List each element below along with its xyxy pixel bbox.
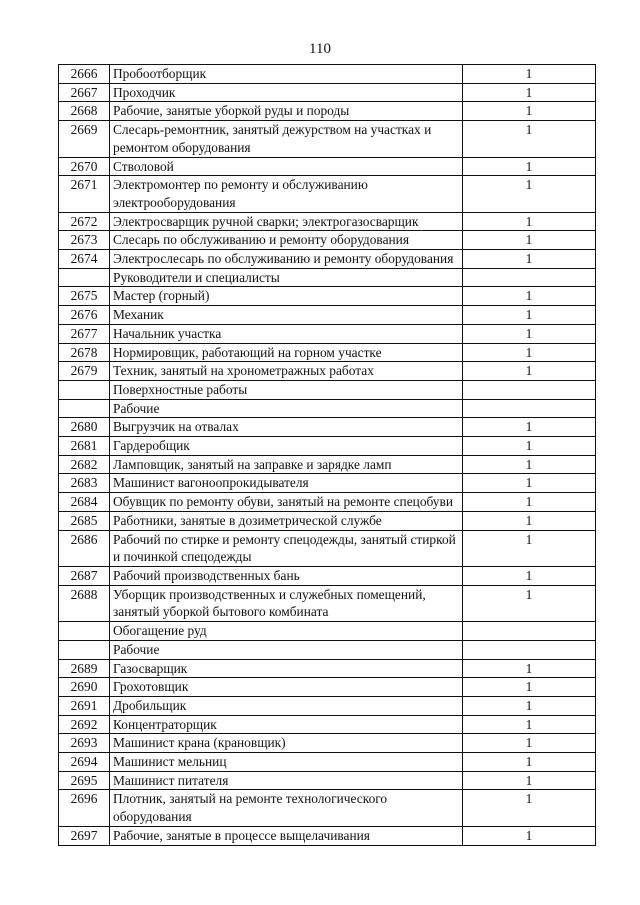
row-value: 1 (463, 157, 596, 176)
row-title: Руководители и специалисты (110, 268, 463, 287)
row-title: Механик (110, 306, 463, 325)
row-number: 2696 (59, 790, 110, 826)
row-number: 2680 (59, 418, 110, 437)
row-title: Техник, занятый на хронометражных работах (110, 362, 463, 381)
row-value: 1 (463, 659, 596, 678)
row-value: 1 (463, 585, 596, 621)
row-value (463, 640, 596, 659)
row-value: 1 (463, 65, 596, 84)
table-row (59, 566, 596, 585)
row-title: Электрослесарь по обслуживанию и ремонту оборудования (110, 250, 463, 269)
row-value: 1 (463, 511, 596, 530)
row-number: 2677 (59, 324, 110, 343)
table-row (59, 734, 596, 753)
row-value: 1 (463, 418, 596, 437)
row-number (59, 268, 110, 287)
table-row (59, 455, 596, 474)
row-title: Дробильщик (110, 696, 463, 715)
row-value: 1 (463, 231, 596, 250)
row-number (59, 380, 110, 399)
row-value: 1 (463, 474, 596, 493)
row-title: Работники, занятые в дозиметрической службе (110, 511, 463, 530)
row-value: 1 (463, 753, 596, 772)
row-value: 1 (463, 343, 596, 362)
row-number: 2690 (59, 678, 110, 697)
row-title: Концентраторщик (110, 715, 463, 734)
row-value: 1 (463, 734, 596, 753)
row-number (59, 399, 110, 418)
table-row (59, 83, 596, 102)
table-row (59, 268, 596, 287)
row-number: 2668 (59, 102, 110, 121)
row-title: Мастер (горный) (110, 287, 463, 306)
table-row (59, 530, 596, 566)
table-row (59, 511, 596, 530)
row-title: Уборщик производственных и служебных помещений, занятый уборкой бытового комбината (110, 585, 463, 621)
row-title: Рабочий производственных бань (110, 566, 463, 585)
table-row (59, 771, 596, 790)
row-value (463, 622, 596, 641)
row-number: 2693 (59, 734, 110, 753)
row-number: 2669 (59, 121, 110, 157)
row-title: Рабочий по стирке и ремонту спецодежды, занятый стиркой и починкой спецодежды (110, 530, 463, 566)
row-value: 1 (463, 250, 596, 269)
table-row (59, 324, 596, 343)
row-title: Слесарь-ремонтник, занятый дежурством на участках и ремонтом оборудования (110, 121, 463, 157)
row-number: 2666 (59, 65, 110, 84)
table-row (59, 715, 596, 734)
row-value: 1 (463, 306, 596, 325)
row-value: 1 (463, 83, 596, 102)
row-title: Электросварщик ручной сварки; электрогазосварщик (110, 212, 463, 231)
profession-table (58, 64, 596, 846)
row-title: Стволовой (110, 157, 463, 176)
row-number: 2679 (59, 362, 110, 381)
row-title: Электромонтер по ремонту и обслуживанию электрооборудования (110, 176, 463, 212)
table-body (59, 65, 596, 846)
table-row (59, 362, 596, 381)
page-number: 110 (309, 41, 331, 57)
row-value: 1 (463, 212, 596, 231)
row-value: 1 (463, 566, 596, 585)
row-title: Пробоотборщик (110, 65, 463, 84)
row-value: 1 (463, 176, 596, 212)
row-title: Газосварщик (110, 659, 463, 678)
row-number: 2676 (59, 306, 110, 325)
table-row (59, 493, 596, 512)
table-row (59, 176, 596, 212)
table-row (59, 212, 596, 231)
row-number: 2670 (59, 157, 110, 176)
row-value: 1 (463, 455, 596, 474)
row-value: 1 (463, 696, 596, 715)
row-title: Рабочие, занятые уборкой руды и породы (110, 102, 463, 121)
table-row (59, 380, 596, 399)
table-row (59, 622, 596, 641)
table-row (59, 753, 596, 772)
table-row (59, 437, 596, 456)
table-row (59, 585, 596, 621)
table-row (59, 231, 596, 250)
row-number: 2687 (59, 566, 110, 585)
row-value: 1 (463, 121, 596, 157)
row-number: 2692 (59, 715, 110, 734)
row-number: 2694 (59, 753, 110, 772)
row-title: Нормировщик, работающий на горном участке (110, 343, 463, 362)
row-value: 1 (463, 362, 596, 381)
table-row (59, 102, 596, 121)
table-row (59, 659, 596, 678)
row-value: 1 (463, 493, 596, 512)
row-number: 2667 (59, 83, 110, 102)
row-value: 1 (463, 790, 596, 826)
row-number: 2689 (59, 659, 110, 678)
row-number: 2673 (59, 231, 110, 250)
row-number: 2674 (59, 250, 110, 269)
row-title: Гардеробщик (110, 437, 463, 456)
row-number: 2697 (59, 826, 110, 845)
row-title: Слесарь по обслуживанию и ремонту оборудования (110, 231, 463, 250)
row-title: Рабочие, занятые в процессе выщелачивания (110, 826, 463, 845)
row-value: 1 (463, 324, 596, 343)
row-value: 1 (463, 771, 596, 790)
row-title: Выгрузчик на отвалах (110, 418, 463, 437)
row-value: 1 (463, 715, 596, 734)
row-title: Проходчик (110, 83, 463, 102)
table-row (59, 678, 596, 697)
row-title: Обувщик по ремонту обуви, занятый на ремонте спецобуви (110, 493, 463, 512)
table-row (59, 250, 596, 269)
row-value: 1 (463, 678, 596, 697)
row-number: 2671 (59, 176, 110, 212)
row-title: Обогащение руд (110, 622, 463, 641)
row-title: Машинист мельниц (110, 753, 463, 772)
row-value (463, 399, 596, 418)
row-title: Плотник, занятый на ремонте технологического оборудования (110, 790, 463, 826)
table-row (59, 121, 596, 157)
row-value: 1 (463, 102, 596, 121)
row-title: Начальник участка (110, 324, 463, 343)
row-number: 2684 (59, 493, 110, 512)
row-title: Машинист крана (крановщик) (110, 734, 463, 753)
row-title: Рабочие (110, 399, 463, 418)
table-row (59, 696, 596, 715)
row-number: 2683 (59, 474, 110, 493)
table-row (59, 287, 596, 306)
row-title: Машинист питателя (110, 771, 463, 790)
row-value: 1 (463, 287, 596, 306)
row-number: 2688 (59, 585, 110, 621)
table-row (59, 306, 596, 325)
table-row (59, 65, 596, 84)
row-value: 1 (463, 437, 596, 456)
row-title: Ламповщик, занятый на заправке и зарядке ламп (110, 455, 463, 474)
table-row (59, 474, 596, 493)
row-value: 1 (463, 826, 596, 845)
table-row (59, 157, 596, 176)
row-number: 2675 (59, 287, 110, 306)
row-value (463, 268, 596, 287)
row-value (463, 380, 596, 399)
row-title: Машинист вагоноопрокидывателя (110, 474, 463, 493)
row-title: Грохотовщик (110, 678, 463, 697)
row-number (59, 640, 110, 659)
row-number: 2695 (59, 771, 110, 790)
row-number (59, 622, 110, 641)
row-number: 2672 (59, 212, 110, 231)
table-row (59, 343, 596, 362)
table-row (59, 399, 596, 418)
table-row (59, 790, 596, 826)
row-title: Рабочие (110, 640, 463, 659)
row-number: 2685 (59, 511, 110, 530)
table-row (59, 640, 596, 659)
row-title: Поверхностные работы (110, 380, 463, 399)
row-number: 2678 (59, 343, 110, 362)
row-number: 2691 (59, 696, 110, 715)
row-number: 2681 (59, 437, 110, 456)
table-row (59, 418, 596, 437)
row-value: 1 (463, 530, 596, 566)
table-row (59, 826, 596, 845)
row-number: 2682 (59, 455, 110, 474)
row-number: 2686 (59, 530, 110, 566)
